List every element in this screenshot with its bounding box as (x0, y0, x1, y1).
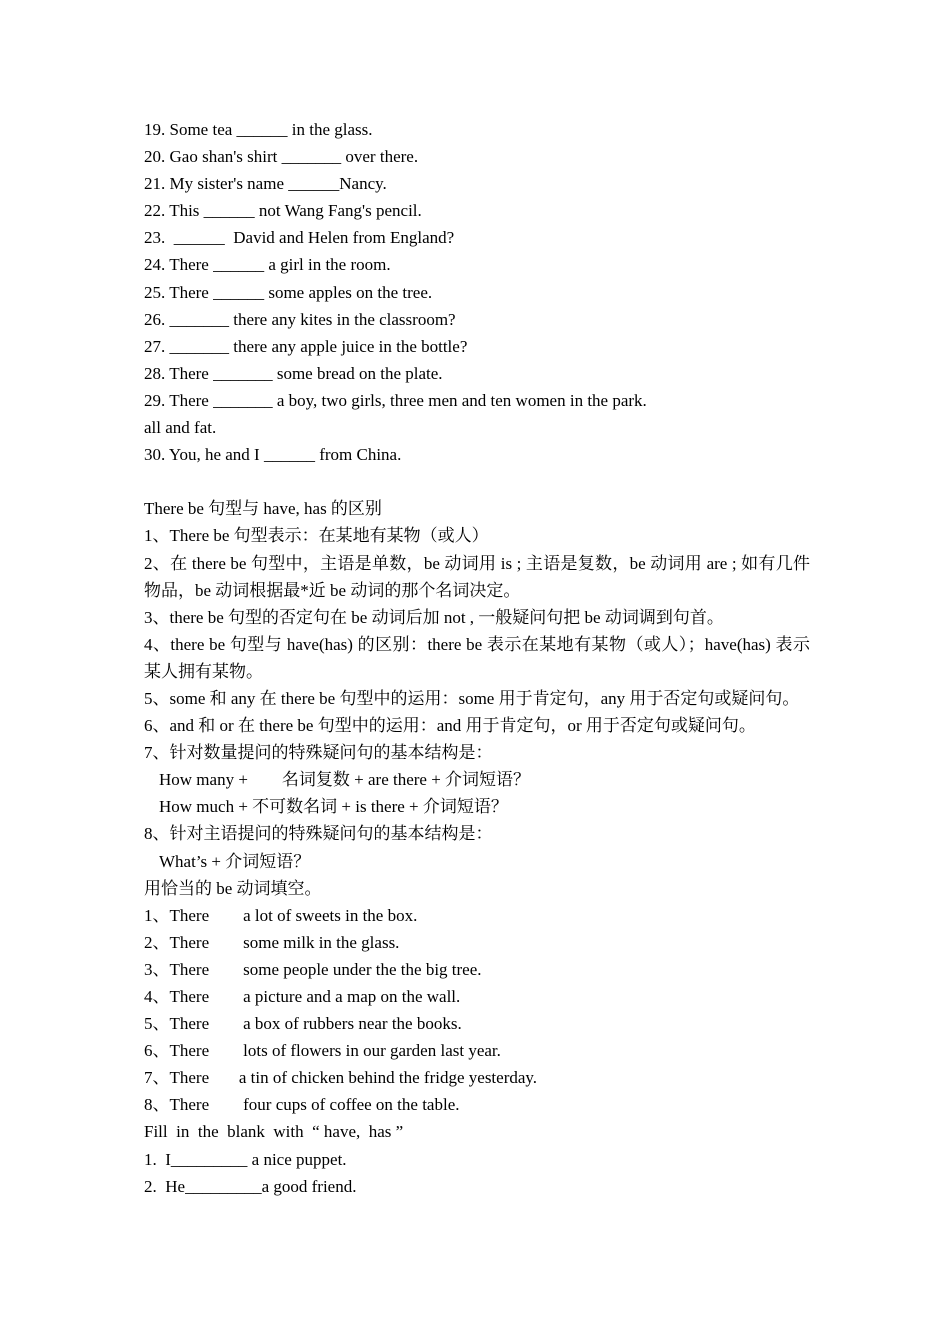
exercise-line: 27. _______ there any apple juice in the bottle? (144, 336, 468, 356)
grammar-point: 8、针对主语提问的特殊疑问句的基本结构是： (144, 824, 493, 844)
exercise-line: 20. Gao shan's shirt _______ over there. (144, 147, 419, 167)
structure-how-many: How many + 名词复数 + are there + 介词短语？ (159, 770, 531, 790)
blank-line (144, 468, 810, 495)
exercise-item: 2. He_________a good friend. (144, 1176, 357, 1196)
grammar-point: 1、There be 句型表示：在某地有某物（或人） (144, 526, 489, 546)
exercise-line: 22. This ______ not Wang Fang's pencil. (144, 201, 422, 221)
grammar-point: 7、针对数量提问的特殊疑问句的基本结构是： (144, 743, 493, 763)
exercise-line: 25. There ______ some apples on the tree. (144, 282, 433, 302)
exercise-instruction: 用恰当的 be 动词填空。 (144, 878, 322, 898)
structure-how-much: How much + 不可数名词 + is there + 介词短语？ (159, 797, 508, 817)
exercise-line: all and fat. (144, 418, 217, 438)
grammar-point: 3、there be 句型的否定句在 be 动词后加 not , 一般疑问句把 be 动词调到句首。 (144, 607, 724, 627)
exercise-line: 19. Some tea ______ in the glass. (144, 120, 373, 139)
exercise-item: 2、There some milk in the glass. (144, 932, 400, 952)
exercise-instruction: Fill in the blank with “ have, has ” (144, 1122, 404, 1142)
exercise-item: 4、There a picture and a map on the wall. (144, 987, 461, 1006)
structure-whats: What’s + 介词短语？ (159, 851, 311, 871)
exercise-line: 29. There _______ a boy, two girls, three men and ten women in the park. (144, 390, 647, 410)
exercise-item: 5、There a box of rubbers near the books. (144, 1014, 462, 1034)
grammar-point: 4、there be 句型与 have(has) 的区别：there be 表示在某地有某物（或人）；have(has) 表示某人拥有某物。 (144, 634, 810, 681)
exercise-line: 24. There ______ a girl in the room. (144, 255, 391, 275)
exercise-item: 6、There lots of flowers in our garden last year. (144, 1041, 501, 1061)
section-title: There be 句型与 have, has 的区别 (144, 499, 382, 519)
document-body (144, 116, 810, 1200)
exercise-line: 28. There _______ some bread on the plate. (144, 363, 443, 383)
exercise-item: 7、There a tin of chicken behind the fridge yesterday. (144, 1068, 538, 1088)
exercise-line: 30. You, he and I ______ from China. (144, 445, 402, 465)
exercise-line: 23. ______ David and Helen from England? (144, 228, 455, 248)
exercise-item: 3、There some people under the the big tree. (144, 959, 482, 979)
grammar-point: 2、在 there be 句型中，主语是单数，be 动词用 is ; 主语是复数，be 动词用 are ; 如有几件物品，be 动词根据最*近 be 动词的那个名词决定。 (144, 553, 810, 600)
exercise-line: 21. My sister's name ______Nancy. (144, 174, 387, 194)
grammar-point: 5、some 和 any 在 there be 句型中的运用：some 用于肯定句，any 用于否定句或疑问句。 (144, 688, 800, 708)
exercise-item: 1、There a lot of sweets in the box. (144, 905, 418, 925)
exercise-line: 26. _______ there any kites in the classroom? (144, 309, 456, 329)
exercise-item: 8、There four cups of coffee on the table. (144, 1095, 460, 1115)
grammar-point: 6、and 和 or 在 there be 句型中的运用：and 用于肯定句，or 用于否定句或疑问句。 (144, 716, 756, 736)
exercise-item: 1. I_________ a nice puppet. (144, 1149, 347, 1169)
